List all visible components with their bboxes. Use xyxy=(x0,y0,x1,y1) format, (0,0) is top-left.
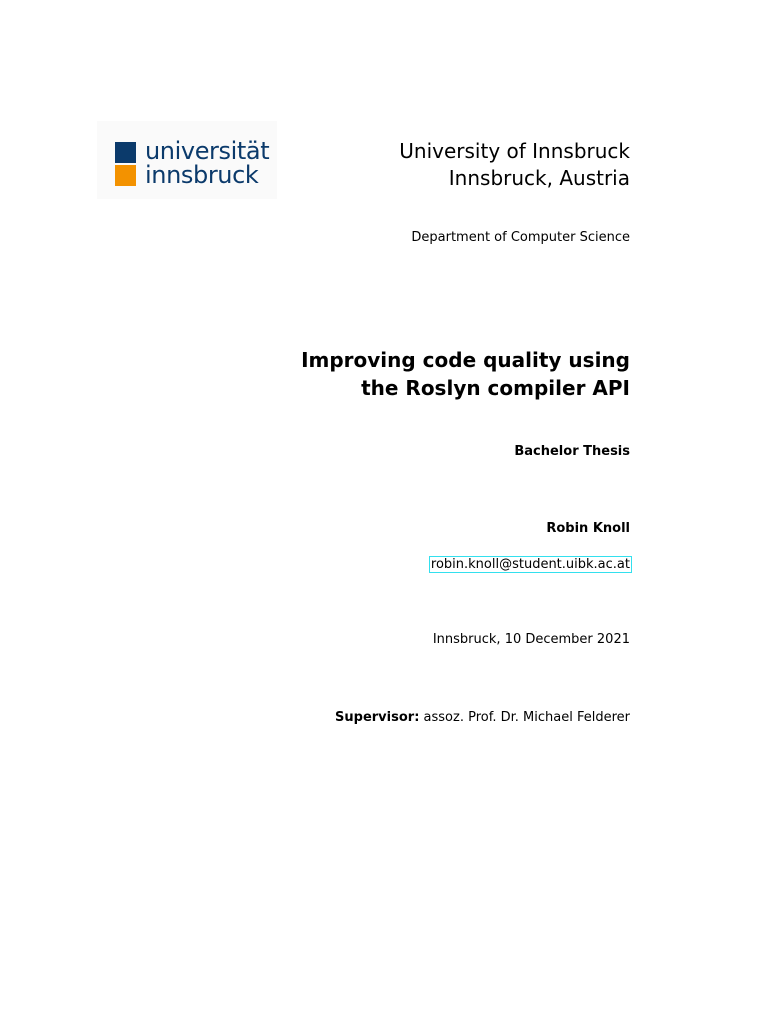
supervisor-name: assoz. Prof. Dr. Michael Felderer xyxy=(423,710,630,725)
thesis-date: Innsbruck, 10 December 2021 xyxy=(432,632,630,647)
thesis-title xyxy=(301,346,630,402)
thesis-type: Bachelor Thesis xyxy=(514,444,630,459)
university-location: Innsbruck, Austria xyxy=(448,166,630,190)
author-name: Robin Knoll xyxy=(546,521,630,536)
university-name: University of Innsbruck xyxy=(399,139,630,163)
department: Department of Computer Science xyxy=(411,230,630,245)
university-block xyxy=(399,138,630,192)
logo-blue-square xyxy=(115,142,136,163)
supervisor-label: Supervisor: xyxy=(335,710,420,725)
thesis-title-line2: the Roslyn compiler API xyxy=(361,376,630,400)
logo-text-line2: innsbruck xyxy=(145,161,259,189)
logo-orange-square xyxy=(115,165,136,186)
thesis-title-line1: Improving code quality using xyxy=(301,348,630,372)
university-logo xyxy=(97,121,277,199)
logo-text-line1: universität xyxy=(145,137,270,165)
author-email-link[interactable]: robin.knoll@student.uibk.ac.at xyxy=(430,557,630,572)
supervisor-line xyxy=(335,710,630,725)
